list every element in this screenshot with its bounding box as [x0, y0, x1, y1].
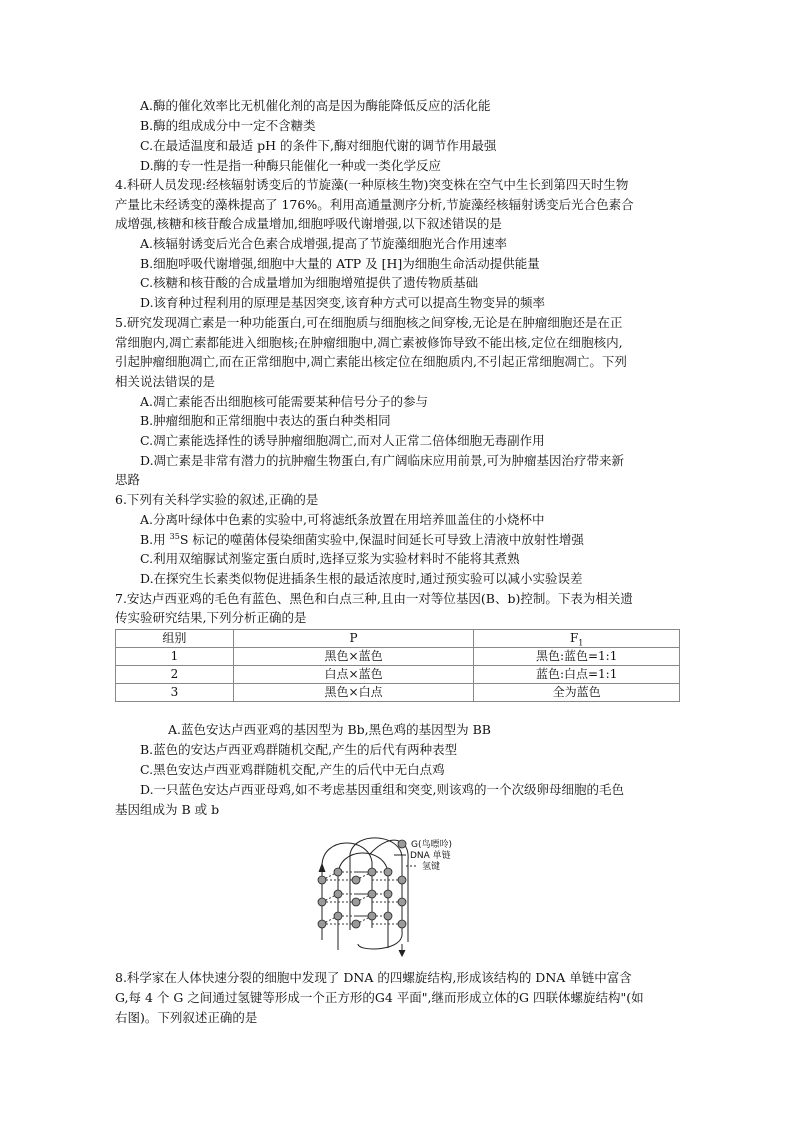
q7-option-b: B.蓝色的安达卢西亚鸡群随机交配,产生的后代有两种表型 [140, 742, 458, 757]
guanine-dot [318, 876, 326, 884]
legend-dna-label: DNA 单链 [410, 851, 451, 861]
q3-option-a: A.酶的催化效率比无机催化剂的高是因为酶能降低反应的活化能 [140, 98, 491, 113]
guanine-dot [318, 920, 326, 928]
guanine-dot [352, 876, 360, 884]
cell-group: 1 [116, 648, 234, 666]
guanine-dot [368, 868, 376, 876]
q4-option-b: B.细胞呼吸代谢增强,细胞中大量的 ATP 及 [H]为细胞生命活动提供能量 [140, 256, 540, 271]
cell-f1: 蓝色:白点=1:1 [474, 666, 680, 684]
header-group: 组别 [116, 630, 234, 648]
q7-option-c: C.黑色安达卢西亚鸡群随机交配,产生的后代中无白点鸡 [140, 762, 445, 777]
q5-option-c: C.凋亡素能选择性的诱导肿瘤细胞凋亡,而对人正常二倍体细胞无毒副作用 [140, 433, 545, 448]
q8-stem-line-1: 8.科学家在人体快速分裂的细胞中发现了 DNA 的四螺旋结构,形成该结构的 DNA 单链中富含 [115, 970, 632, 985]
q7-option-d-line-1: D.一只蓝色安达卢西亚母鸡,如不考虑基因重组和突变,则该鸡的一个次级卵母细胞的毛色 [140, 782, 624, 797]
q6-option-b-isotope: 35 [169, 531, 180, 541]
table-header-row [116, 630, 680, 648]
legend-guanine-dot [398, 840, 406, 848]
guanine-dot [334, 890, 342, 898]
q8-stem-line-3: 右图)。下列叙述正确的是 [115, 1010, 258, 1025]
guanine-dot [334, 868, 342, 876]
cell-group: 2 [116, 666, 234, 684]
q6-option-b-text: S 标记的噬菌体侵染细菌实验中,保温时间延长可导致上清液中放射性增强 [179, 532, 584, 547]
q6-option-b-prefix: B.用 [140, 532, 170, 547]
table-row [116, 666, 680, 684]
legend-guanine-label: G(鸟嘌呤) [411, 840, 452, 850]
guanine-dot [398, 898, 406, 906]
q6-option-b [140, 530, 584, 550]
guanine-dot [368, 890, 376, 898]
guanine-dot [398, 876, 406, 884]
header-f1 [474, 630, 680, 648]
q5-stem-line-1: 5.研究发现凋亡素是一种功能蛋白,可在细胞质与细胞核之间穿梭,无论是在肿瘤细胞还是在正 [115, 315, 623, 330]
guanine-dot [352, 920, 360, 928]
guanine-dot [368, 912, 376, 920]
q3-option-c: C.在最适温度和最适 pH 的条件下,酶对细胞代谢的调节作用最强 [140, 138, 497, 153]
cell-p: 白点×蓝色 [233, 666, 474, 684]
q4-option-c: C.核糖和核苷酸的合成量增加为细胞增殖提供了遗传物质基础 [140, 275, 479, 290]
cell-f1: 全为蓝色 [474, 684, 680, 702]
legend-hbond-label: 氢键 [422, 862, 441, 872]
guanine-dot [334, 912, 342, 920]
q4-option-a: A.核辐射诱变后光合色素合成增强,提高了节旋藻细胞光合作用速率 [140, 236, 507, 251]
q3-option-b: B.酶的组成成分中一定不含糖类 [140, 118, 316, 133]
guanine-dot [318, 898, 326, 906]
q7-option-d-line-2: 基因组成为 B 或 b [115, 802, 220, 817]
table-row [116, 684, 680, 702]
q4-stem-line-3: 成增强,核糖和核苷酸合成量增加,细胞呼吸代谢增强,以下叙述错误的是 [115, 216, 502, 231]
table-row [116, 648, 680, 666]
cell-f1: 黑色:蓝色=1:1 [474, 648, 680, 666]
q5-option-b: B.肿瘤细胞和正常细胞中表达的蛋白种类相同 [140, 413, 391, 428]
header-f1-letter: F [569, 631, 579, 645]
header-p: P [233, 630, 474, 648]
q5-option-d-line-2: 思路 [115, 472, 141, 487]
q7-stem-line-1: 7.安达卢西亚鸡的毛色有蓝色、黑色和白点三种,且由一对等位基因(B、b)控制。下表为相关遗 [115, 591, 633, 606]
q5-stem-line-2: 常细胞内,凋亡素都能进入细胞核;在肿瘤细胞中,凋亡素被修饰导致不能出核,定位在细胞核内, [115, 335, 623, 350]
q3-option-d: D.酶的专一性是指一种酶只能催化一种或一类化学反应 [140, 158, 442, 173]
q6-option-c: C.利用双缩脲试剂鉴定蛋白质时,选择豆浆为实验材料时不能将其煮熟 [140, 551, 520, 566]
q5-stem-line-4: 相关说法错误的是 [115, 374, 216, 389]
genetics-table [115, 629, 680, 702]
guanine-dot [384, 890, 392, 898]
cell-p: 黑色×蓝色 [233, 648, 474, 666]
g-quadruplex-figure [310, 832, 510, 958]
cell-group: 3 [116, 684, 234, 702]
header-f1-subscript: 1 [578, 638, 584, 648]
q7-stem-line-2: 传实验研究结果,下列分析正确的是 [115, 610, 307, 625]
guanine-dot [384, 912, 392, 920]
cell-p: 黑色×白点 [233, 684, 474, 702]
q5-option-a: A.凋亡素能否出细胞核可能需要某种信号分子的参与 [140, 394, 429, 409]
q4-stem-line-1: 4.科研人员发现:经核辐射诱变后的节旋藻(一种原核生物)突变株在空气中生长到第四天时生物 [115, 177, 629, 192]
q6-option-a: A.分离叶绿体中色素的实验中,可将滤纸条放置在用培养皿盖住的小烧杯中 [140, 512, 545, 527]
q4-stem-line-2: 产量比未经诱变的藻株提高了 176%。利用高通量测序分析,节旋藻经核辐射诱变后光合色素合 [115, 197, 634, 212]
q5-option-d-line-1: D.凋亡素是非常有潜力的抗肿瘤生物蛋白,有广阔临床应用前景,可为肿瘤基因治疗带来新 [140, 453, 624, 468]
q4-option-d: D.该育种过程利用的原理是基因突变,该育种方式可以提高生物变异的频率 [140, 295, 546, 310]
q7-option-a: A.蓝色安达卢西亚鸡的基因型为 Bb,黑色鸡的基因型为 BB [168, 722, 491, 737]
guanine-dot [352, 898, 360, 906]
guanine-dot [384, 868, 392, 876]
q6-stem: 6.下列有关科学实验的叙述,正确的是 [115, 492, 319, 507]
q5-stem-line-3: 引起肿瘤细胞凋亡,而在正常细胞中,凋亡素能出核定位在细胞质内,不引起正常细胞凋亡。下列 [115, 354, 627, 369]
q8-stem-line-2: G,每 4 个 G 之间通过氢键等形成一个正方形的G4 平面",继而形成立体的G 四联体螺旋结构"(如 [115, 990, 644, 1005]
q6-option-d: D.在探究生长素类似物促进插条生根的最适浓度时,通过预实验可以减小实验误差 [140, 571, 583, 586]
guanine-dot [398, 920, 406, 928]
